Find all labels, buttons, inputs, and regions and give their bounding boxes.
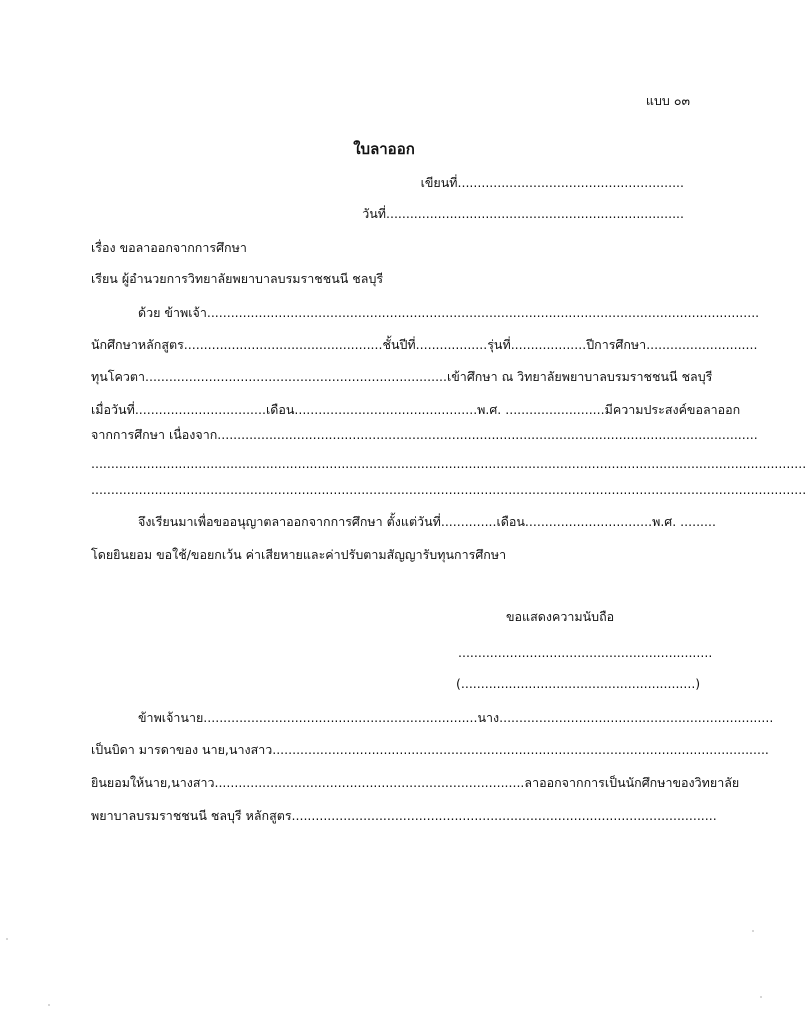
guardian-line-program: พยาบาลบรมราชชนนี ชลบุรี หลักสูตร...........................................................................................................	[91, 808, 717, 823]
form-code: แบบ ๐๓	[645, 93, 690, 108]
body-line-scholarship: ทุนโควตา............................................................................เข้าศึกษา ณ วิทยาลัยพยาบาลบรมราชชนนี ชลบุรี	[91, 369, 713, 384]
date-line: วันที่...........................................................................	[362, 206, 684, 221]
body-line-request: จึงเรียนมาเพื่อขออนุญาตลาออกจากการศึกษา ตั้งแต่วันที่..............เดือน................................พ.ศ. .........	[138, 514, 716, 529]
scan-speck	[752, 930, 754, 932]
closing-text: ขอแสดงความนับถือ	[506, 609, 615, 624]
guardian-line-parents: ข้าพเจ้านาย.....................................................................นาง.....................................................................	[138, 710, 774, 725]
body-line-enrolled-date: เมื่อวันที่.................................เดือน..............................................พ.ศ. .........................มีความประสงค์ขอลาออก	[91, 402, 741, 417]
written-at-line: เขียนที่.........................................................	[420, 175, 684, 190]
guardian-line-child: เป็นบิดา มารดาของ นาย,นางสาว.............................................................................................................................	[91, 742, 769, 757]
guardian-line-permission: ยินยอมให้นาย,นางสาว..............................................................................ลาออกจากการเป็นนักศึกษาของวิทยาลัย	[91, 775, 740, 790]
scan-speck	[760, 996, 762, 998]
recipient-line: เรียน ผู้อำนวยการวิทยาลัยพยาบาลบรมราชชนนี ชลบุรี	[91, 271, 384, 286]
scan-speck	[6, 938, 8, 940]
body-line-program: นักศึกษาหลักสูตร..................................................ชั้นปีที่..................รุ่นที่...................ปีการศึกษา............................	[91, 337, 758, 352]
signature-line: ................................................................	[458, 645, 713, 660]
body-line-blank-2: ....................................................................................................................................................................................	[91, 482, 806, 497]
scan-speck	[48, 1004, 50, 1006]
form-title: ใบลาออก	[353, 140, 415, 158]
subject-line: เรื่อง ขอลาออกจากการศึกษา	[91, 240, 247, 255]
printed-name-line: (...........................................................)	[456, 676, 701, 691]
body-line-applicant: ด้วย ข้าพเจ้า...........................................................................................................................................	[138, 305, 760, 320]
body-line-reason: จากการศึกษา เนื่องจาก........................................................................................................................................	[91, 427, 758, 442]
body-line-consent: โดยยินยอม ขอใช้/ขอยกเว้น ค่าเสียหายและค่าปรับตามสัญญารับทุนการศึกษา	[91, 547, 507, 562]
body-line-blank-1: ....................................................................................................................................................................................	[91, 456, 806, 471]
